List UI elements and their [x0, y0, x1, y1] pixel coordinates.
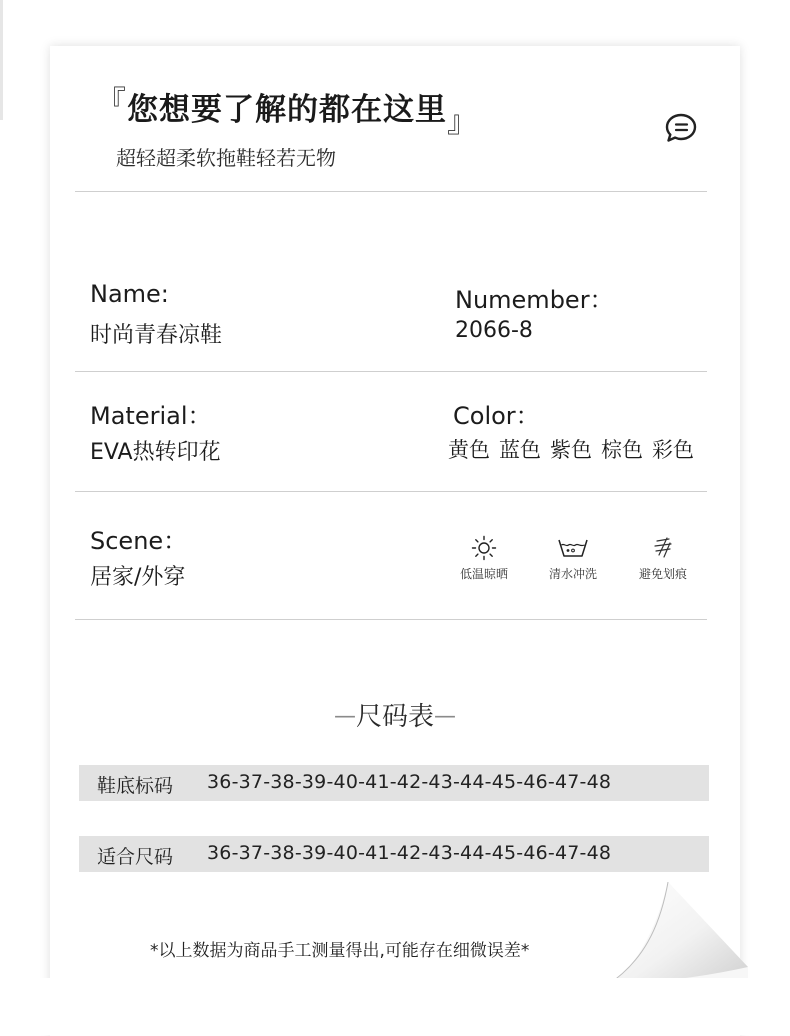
size-row-values: 36-37-38-39-40-41-42-43-44-45-46-47-48 [207, 842, 612, 864]
measurement-note: *以上数据为商品手工测量得出,可能存在细微误差* [150, 941, 530, 961]
scratch-icon [649, 535, 677, 561]
header-divider [75, 191, 707, 192]
scene-label: Scene： [90, 527, 188, 555]
left-edge-mark [0, 0, 3, 120]
row-divider-1 [75, 371, 707, 372]
number-value: 2066-8 [455, 318, 533, 343]
size-row-values: 36-37-38-39-40-41-42-43-44-45-46-47-48 [207, 771, 612, 793]
size-row-fit [79, 836, 709, 872]
sun-icon [470, 535, 498, 561]
color-item-purple: 紫色 [550, 438, 592, 462]
color-item-blue: 蓝色 [499, 438, 541, 462]
care-item-avoid-scratch [623, 535, 703, 582]
size-row-label: 鞋底标码 [97, 775, 174, 797]
page-title [96, 84, 478, 140]
page-curl-decoration [598, 882, 748, 992]
size-title-text: 尺码表 [355, 702, 434, 732]
scene-value: 居家/外穿 [90, 565, 186, 590]
care-label-rinse: 清水冲洗 [548, 567, 597, 581]
size-row-sole [79, 765, 709, 801]
size-title-dash-right: — [434, 704, 456, 729]
care-item-low-temp-dry [444, 535, 524, 582]
color-item-yellow: 黄色 [448, 438, 490, 462]
color-list [448, 434, 694, 464]
bottom-edge [40, 978, 750, 1035]
size-chart-title [0, 696, 790, 733]
size-row-label: 适合尺码 [97, 846, 174, 868]
name-value: 时尚青春凉鞋 [90, 323, 223, 348]
material-value: EVA热转印花 [90, 440, 221, 465]
row-divider-3 [75, 619, 707, 620]
material-label: Material： [90, 402, 212, 430]
number-label: Numember： [455, 286, 614, 314]
wash-basin-icon [556, 535, 590, 561]
name-label: Name: [90, 280, 169, 308]
color-item-brown: 棕色 [601, 438, 643, 462]
title-text: 您想要了解的都在这里 [127, 92, 447, 128]
color-item-multicolor: 彩色 [652, 438, 694, 462]
chat-bubble-icon[interactable] [664, 112, 698, 144]
title-bracket-open: 『 [96, 85, 127, 120]
size-title-dash-left: — [333, 704, 356, 729]
care-label-low-temp-dry: 低温晾晒 [459, 567, 508, 581]
page-subtitle: 超轻超柔软拖鞋轻若无物 [116, 146, 336, 170]
title-bracket-close: 』 [447, 105, 478, 140]
color-label: Color： [453, 402, 540, 430]
care-item-rinse [533, 535, 613, 582]
row-divider-2 [75, 491, 707, 492]
care-label-avoid-scratch: 避免划痕 [638, 567, 687, 581]
